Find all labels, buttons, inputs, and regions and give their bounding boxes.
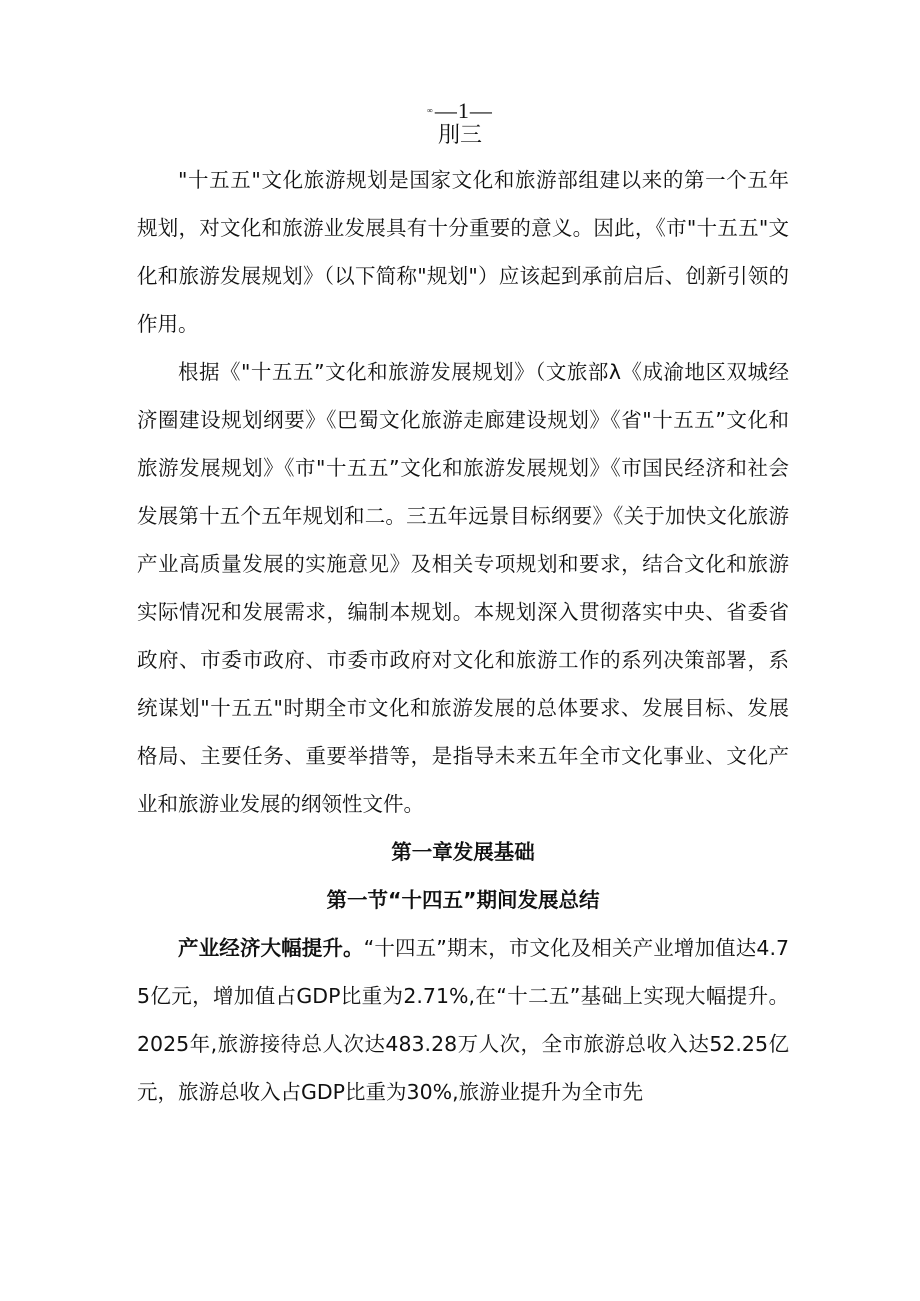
- document-body: [137, 156, 789, 1116]
- page-number: [0, 98, 920, 124]
- section-paragraph: [137, 924, 789, 1116]
- paragraph-text: “十四五”期末，市文化及相关产业增加值达4.75亿元，增加值占GDP比重为2.71%,在“十二五”基础上实现大幅提升。2025年,旅游接待总人次达483.28万人次，全市旅游总收入达52.25亿元，旅游总收入占GDP比重为30%,旅游业提升为全市先: [137, 936, 790, 1104]
- page-number-text: —1—: [434, 98, 493, 123]
- preface-title: 刖三: [437, 123, 482, 148]
- section-title: 第一节“十四五”期间发展总结: [326, 888, 600, 912]
- page-number-mark: ∞: [427, 106, 434, 115]
- paragraph-lead: 产业经济大幅提升。: [178, 936, 364, 960]
- preface-paragraph-1: "十五五"文化旅游规划是国家文化和旅游部组建以来的第一个五年规划，对文化和旅游业发展具有十分重要的意义。因此，《市"十五五"文化和旅游发展规划》（以下简称"规划"）应该起到承前启后、创新引领的作用。: [137, 168, 789, 336]
- chapter-title: 第一章发展基础: [391, 840, 535, 864]
- preface-paragraph-2: 根据《"十五五”文化和旅游发展规划》（文旅部λ《成渝地区双城经济圈建设规划纲要》《巴蜀文化旅游走廊建设规划》《省"十五五”文化和旅游发展规划》《市"十五五”文化和旅游发展规划》《市国民经济和社会发展第十五个五年规划和二。三五年远景目标纲要》《关于加快文化旅游产业高质量发展的实施意见》及相关专项规划和要求，结合文化和旅游实际情况和发展需求，编制本规划。本规划深入贯彻落实中央、省委省政府、市委市政府、市委市政府对文化和旅游工作的系列决策部署，系统谋划"十五五"时期全市文化和旅游发展的总体要求、发展目标、发展格局、主要任务、重要举措等，是指导未来五年全市文化事业、文化产业和旅游业发展的纲领性文件。: [137, 360, 789, 816]
